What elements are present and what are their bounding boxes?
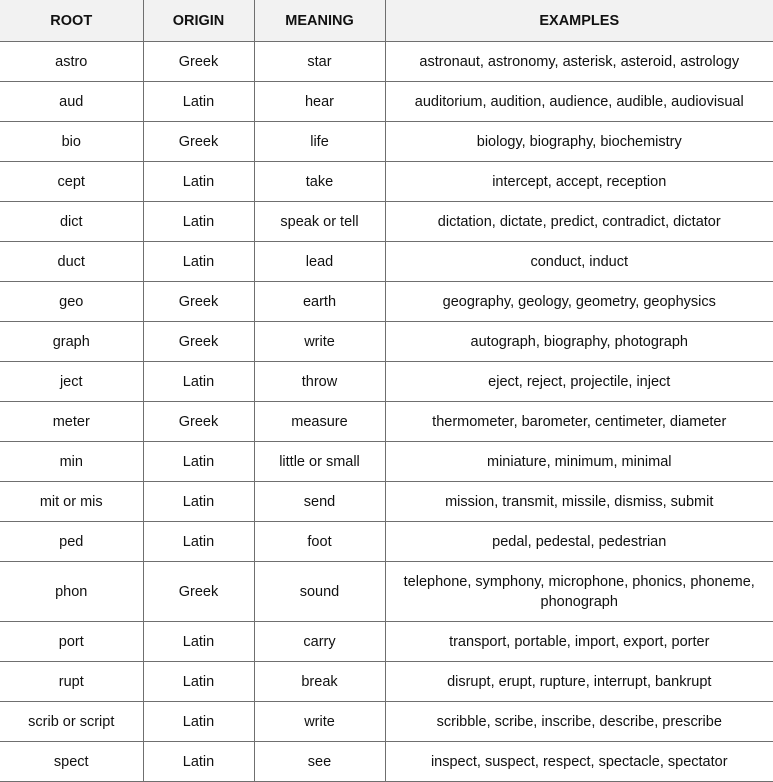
cell-origin: Latin	[143, 202, 254, 242]
cell-root: rupt	[0, 662, 143, 702]
cell-meaning: speak or tell	[254, 202, 385, 242]
cell-origin: Greek	[143, 42, 254, 82]
cell-meaning: measure	[254, 402, 385, 442]
cell-meaning: little or small	[254, 442, 385, 482]
cell-root: meter	[0, 402, 143, 442]
header-root: ROOT	[0, 0, 143, 42]
cell-meaning: throw	[254, 362, 385, 402]
cell-meaning: lead	[254, 242, 385, 282]
table-row	[0, 702, 773, 742]
cell-origin: Latin	[143, 742, 254, 782]
cell-examples: intercept, accept, reception	[385, 162, 773, 202]
cell-meaning: sound	[254, 562, 385, 622]
table-row	[0, 122, 773, 162]
cell-origin: Greek	[143, 322, 254, 362]
cell-examples: scribble, scribe, inscribe, describe, prescribe	[385, 702, 773, 742]
cell-examples: auditorium, audition, audience, audible, audiovisual	[385, 82, 773, 122]
cell-meaning: hear	[254, 82, 385, 122]
cell-origin: Greek	[143, 282, 254, 322]
cell-examples: thermometer, barometer, centimeter, diameter	[385, 402, 773, 442]
cell-examples: astronaut, astronomy, asterisk, asteroid, astrology	[385, 42, 773, 82]
cell-examples: pedal, pedestal, pedestrian	[385, 522, 773, 562]
cell-examples: inspect, suspect, respect, spectacle, spectator	[385, 742, 773, 782]
header-meaning: MEANING	[254, 0, 385, 42]
table-row	[0, 402, 773, 442]
cell-meaning: take	[254, 162, 385, 202]
table-row	[0, 442, 773, 482]
table-row	[0, 162, 773, 202]
cell-origin: Greek	[143, 122, 254, 162]
cell-root: mit or mis	[0, 482, 143, 522]
cell-meaning: earth	[254, 282, 385, 322]
cell-origin: Latin	[143, 162, 254, 202]
cell-root: port	[0, 622, 143, 662]
table-row	[0, 622, 773, 662]
cell-origin: Greek	[143, 402, 254, 442]
cell-examples: telephone, symphony, microphone, phonics, phoneme, phonograph	[385, 562, 773, 622]
cell-meaning: break	[254, 662, 385, 702]
table-header-row	[0, 0, 773, 42]
cell-origin: Latin	[143, 662, 254, 702]
table-row	[0, 202, 773, 242]
table-row	[0, 82, 773, 122]
table-row	[0, 282, 773, 322]
cell-root: bio	[0, 122, 143, 162]
cell-root: min	[0, 442, 143, 482]
cell-root: scrib or script	[0, 702, 143, 742]
table-row	[0, 742, 773, 782]
cell-examples: dictation, dictate, predict, contradict, dictator	[385, 202, 773, 242]
header-examples: EXAMPLES	[385, 0, 773, 42]
cell-examples: mission, transmit, missile, dismiss, submit	[385, 482, 773, 522]
cell-origin: Latin	[143, 702, 254, 742]
cell-root: ped	[0, 522, 143, 562]
table-row	[0, 362, 773, 402]
cell-root: cept	[0, 162, 143, 202]
cell-examples: geography, geology, geometry, geophysics	[385, 282, 773, 322]
cell-meaning: see	[254, 742, 385, 782]
cell-root: dict	[0, 202, 143, 242]
cell-root: phon	[0, 562, 143, 622]
cell-origin: Latin	[143, 362, 254, 402]
table-row	[0, 562, 773, 622]
cell-examples: autograph, biography, photograph	[385, 322, 773, 362]
cell-meaning: write	[254, 702, 385, 742]
table-row	[0, 242, 773, 282]
cell-examples: miniature, minimum, minimal	[385, 442, 773, 482]
cell-meaning: foot	[254, 522, 385, 562]
cell-root: spect	[0, 742, 143, 782]
cell-meaning: life	[254, 122, 385, 162]
cell-examples: eject, reject, projectile, inject	[385, 362, 773, 402]
cell-meaning: carry	[254, 622, 385, 662]
cell-examples: disrupt, erupt, rupture, interrupt, bankrupt	[385, 662, 773, 702]
cell-origin: Greek	[143, 562, 254, 622]
cell-origin: Latin	[143, 482, 254, 522]
cell-origin: Latin	[143, 622, 254, 662]
table-row	[0, 482, 773, 522]
cell-root: aud	[0, 82, 143, 122]
cell-examples: biology, biography, biochemistry	[385, 122, 773, 162]
cell-origin: Latin	[143, 522, 254, 562]
cell-meaning: send	[254, 482, 385, 522]
table-row	[0, 322, 773, 362]
table-row	[0, 662, 773, 702]
cell-meaning: write	[254, 322, 385, 362]
cell-root: geo	[0, 282, 143, 322]
cell-origin: Latin	[143, 82, 254, 122]
cell-origin: Latin	[143, 242, 254, 282]
cell-root: graph	[0, 322, 143, 362]
table-row	[0, 42, 773, 82]
header-origin: ORIGIN	[143, 0, 254, 42]
cell-origin: Latin	[143, 442, 254, 482]
cell-root: duct	[0, 242, 143, 282]
cell-examples: conduct, induct	[385, 242, 773, 282]
cell-root: astro	[0, 42, 143, 82]
cell-meaning: star	[254, 42, 385, 82]
cell-root: ject	[0, 362, 143, 402]
table-row	[0, 522, 773, 562]
cell-examples: transport, portable, import, export, porter	[385, 622, 773, 662]
